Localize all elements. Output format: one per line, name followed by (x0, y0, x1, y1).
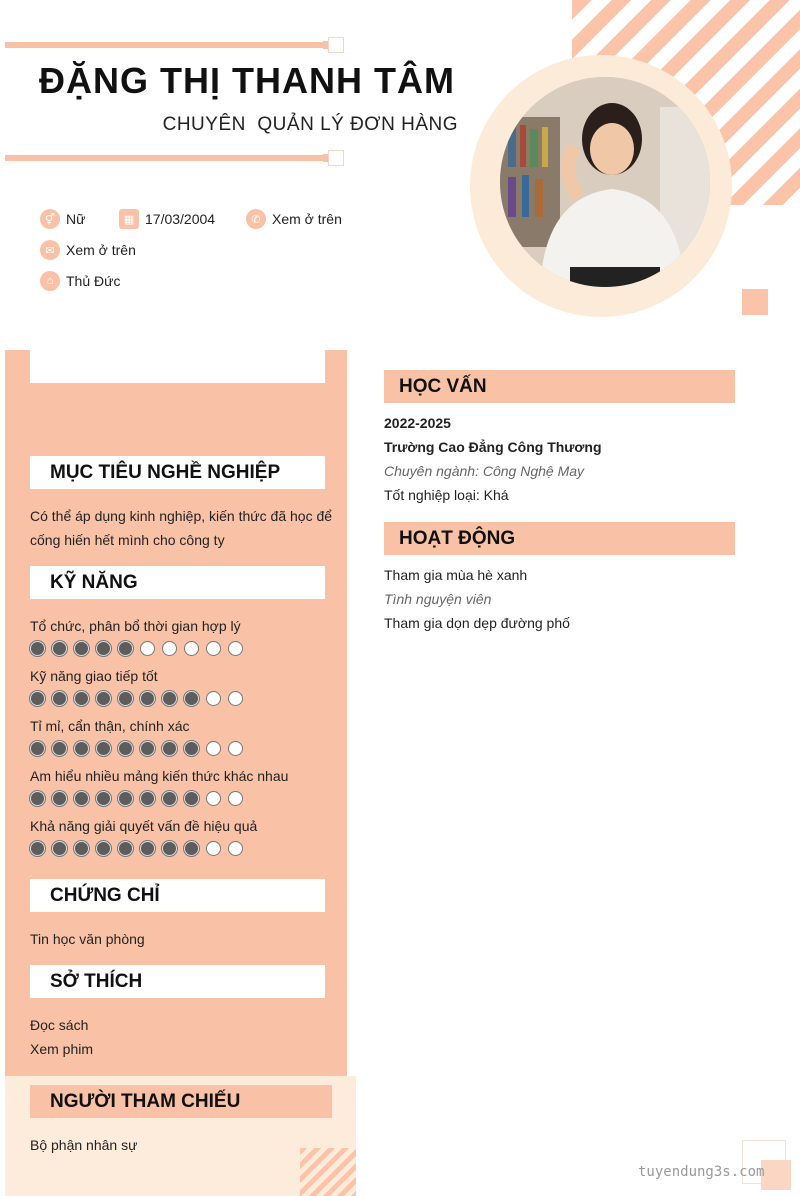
rating-dot-empty (228, 791, 243, 806)
calendar-icon: ▦ (119, 209, 139, 229)
gender-row (40, 209, 85, 229)
rating-dot-filled (30, 841, 45, 856)
rating-dot-filled (74, 641, 89, 656)
rating-dot-filled (52, 841, 67, 856)
education-major: Chuyên ngành: Công Nghệ May (384, 463, 585, 479)
rating-dot-empty (206, 741, 221, 756)
skill-rating (30, 741, 250, 756)
home-icon: ⌂ (40, 271, 60, 291)
career-goal-text: Có thể áp dụng kinh nghiệp, kiến thức đã học để cống hiến hết mình cho công ty (30, 508, 333, 548)
career-goal-title: MỤC TIÊU NGHỀ NGHIỆP (30, 456, 325, 489)
phone-row (246, 209, 342, 229)
candidate-name: ĐẶNG THỊ THANH TÂM (39, 60, 455, 101)
left-column-blank-box (30, 350, 325, 383)
header-top-line (5, 42, 330, 48)
rating-dot-filled (118, 741, 133, 756)
rating-dot-filled (184, 791, 199, 806)
gender-value: Nữ (66, 211, 86, 227)
rating-dot-filled (96, 841, 111, 856)
rating-dot-empty (162, 641, 177, 656)
rating-dot-empty (206, 841, 221, 856)
skill-name: Kỹ năng giao tiếp tốt (30, 668, 158, 684)
rating-dot-filled (74, 691, 89, 706)
profile-photo-image (500, 77, 710, 287)
rating-dot-filled (184, 741, 199, 756)
rating-dot-filled (140, 691, 155, 706)
rating-dot-filled (184, 841, 199, 856)
rating-dot-filled (30, 791, 45, 806)
skill-rating (30, 641, 250, 656)
rating-dot-filled (118, 791, 133, 806)
activity-desc: Tham gia dọn dẹp đường phố (384, 615, 570, 631)
rating-dot-empty (140, 641, 155, 656)
skill-name: Am hiểu nhiều mảng kiến thức khác nhau (30, 768, 289, 784)
rating-dot-filled (30, 691, 45, 706)
skill-name: Khả năng giải quyết vấn đề hiệu quả (30, 818, 258, 834)
skills-title: KỸ NĂNG (30, 566, 325, 599)
rating-dot-empty (206, 691, 221, 706)
hobby-item: Đọc sách (30, 1017, 89, 1033)
rating-dot-filled (74, 791, 89, 806)
education-school: Trường Cao Đẳng Công Thương (384, 439, 602, 455)
birthday-row (119, 209, 215, 229)
hobbies-title: SỞ THÍCH (30, 965, 325, 998)
rating-dot-empty (206, 791, 221, 806)
rating-dot-filled (118, 841, 133, 856)
rating-dot-filled (52, 641, 67, 656)
rating-dot-filled (52, 691, 67, 706)
references-title: NGƯỜI THAM CHIẾU (30, 1085, 332, 1118)
watermark: tuyendung3s.com (638, 1164, 765, 1180)
phone-value: Xem ở trên (272, 211, 342, 227)
rating-dot-filled (74, 841, 89, 856)
rating-dot-filled (96, 741, 111, 756)
hobby-item: Xem phim (30, 1041, 94, 1057)
rating-dot-filled (52, 741, 67, 756)
rating-dot-filled (74, 741, 89, 756)
rating-dot-empty (206, 641, 221, 656)
rating-dot-filled (140, 841, 155, 856)
email-icon: ✉ (40, 240, 60, 260)
rating-dot-empty (228, 741, 243, 756)
accent-square (742, 289, 768, 315)
rating-dot-empty (228, 691, 243, 706)
activities-title: HOẠT ĐỘNG (384, 522, 735, 555)
line-end-box (328, 150, 344, 166)
skill-name: Tỉ mỉ, cẩn thận, chính xác (30, 718, 190, 734)
rating-dot-empty (184, 641, 199, 656)
phone-icon: ✆ (246, 209, 266, 229)
decorative-stripes-small (300, 1148, 356, 1196)
email-value: Xem ở trên (66, 242, 136, 258)
address-row (40, 271, 121, 291)
rating-dot-empty (228, 641, 243, 656)
rating-dot-filled (162, 791, 177, 806)
activity-role: Tình nguyện viên (384, 591, 492, 607)
rating-dot-filled (162, 741, 177, 756)
rating-dot-filled (30, 741, 45, 756)
rating-dot-filled (30, 641, 45, 656)
rating-dot-filled (140, 741, 155, 756)
gender-icon: ⚥ (40, 209, 60, 229)
education-period: 2022-2025 (384, 415, 451, 431)
job-title: CHUYÊN QUẢN LÝ ĐƠN HÀNG (162, 114, 458, 135)
certificate-item: Tin học văn phòng (30, 931, 145, 947)
rating-dot-filled (184, 691, 199, 706)
certificates-title: CHỨNG CHỈ (30, 879, 325, 912)
skill-rating (30, 691, 250, 706)
skill-rating (30, 841, 250, 856)
education-grade: Tốt nghiệp loại: Khá (384, 487, 509, 503)
activity-name: Tham gia mùa hè xanh (384, 567, 528, 583)
skill-rating (30, 791, 250, 806)
skill-name: Tổ chức, phân bổ thời gian hợp lý (30, 618, 241, 634)
line-end-box (328, 37, 344, 53)
profile-photo (500, 77, 710, 287)
rating-dot-filled (118, 641, 133, 656)
rating-dot-filled (96, 691, 111, 706)
rating-dot-filled (140, 791, 155, 806)
rating-dot-filled (162, 841, 177, 856)
rating-dot-filled (52, 791, 67, 806)
rating-dot-filled (162, 691, 177, 706)
rating-dot-empty (228, 841, 243, 856)
email-row (40, 240, 136, 260)
address-value: Thủ Đức (66, 273, 121, 289)
birthday-value: 17/03/2004 (145, 211, 216, 227)
rating-dot-filled (96, 791, 111, 806)
education-title: HỌC VẤN (384, 370, 735, 403)
header-bottom-line (5, 155, 330, 161)
rating-dot-filled (96, 641, 111, 656)
references-text: Bộ phận nhân sự (30, 1137, 138, 1153)
rating-dot-filled (118, 691, 133, 706)
corner-decor-square (761, 1160, 791, 1190)
